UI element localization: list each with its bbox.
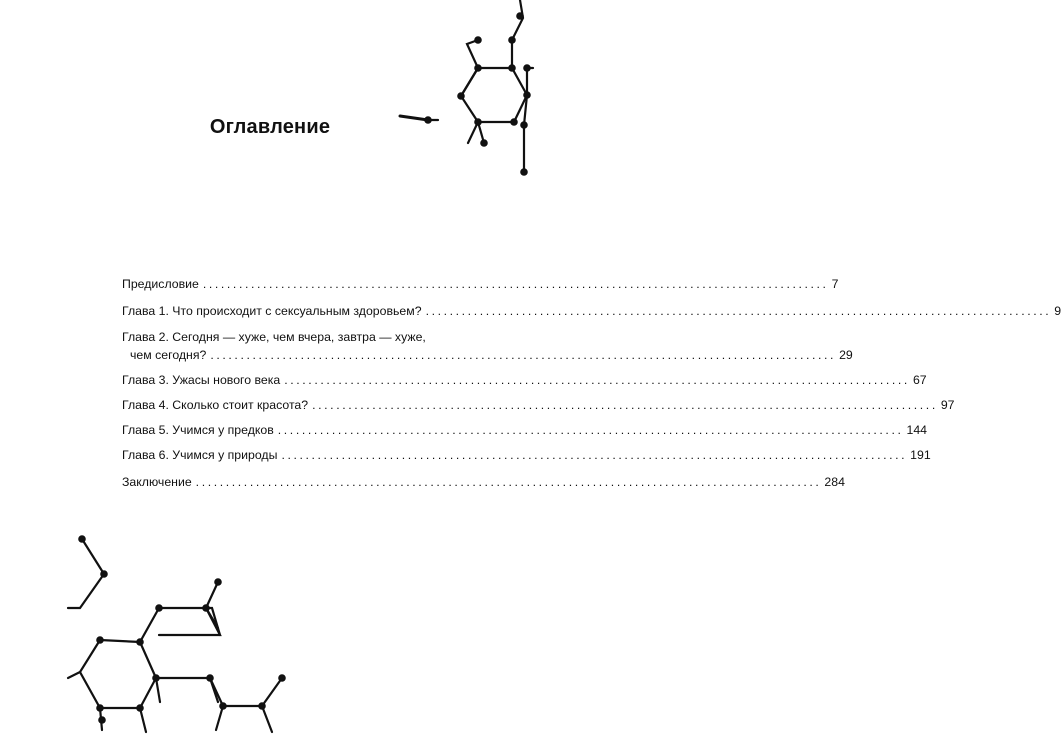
toc-entry-page: 97 [940,398,955,412]
toc-entry-label: Глава 3. Ужасы нового века [122,373,281,387]
toc-entry-chapter-4[interactable] [122,397,955,413]
toc-entry-chapter-2[interactable] [122,329,853,363]
toc-entry-page: 7 [831,277,839,291]
toc-entry-page: 29 [839,348,853,362]
leader-dots: ........................................................................................................ [202,277,829,291]
leader-dots: ........................................................................................................ [277,423,904,437]
toc-entry-conclusion[interactable] [122,474,845,490]
toc-entry-chapter-5[interactable] [122,422,928,438]
toc-entry-label-continuation: чем сегодня? [130,348,207,362]
toc-entry-label: Глава 4. Сколько стоит красота? [122,398,309,412]
leader-dots: ........................................................................................................ [312,398,938,412]
toc-entry-page: 144 [906,423,928,437]
toc-entry-label: Глава 6. Учимся у природы [122,448,278,462]
molecule-bottom-left-icon [60,520,310,750]
leader-dots: ........................................................................................................ [195,475,822,489]
toc-entry-page: 67 [912,373,927,387]
toc-entry-page: 284 [824,475,845,489]
toc-entry-chapter-6[interactable] [122,447,931,463]
toc-entry-chapter-1[interactable] [122,303,1061,319]
molecule-top-right-icon [400,0,600,200]
leader-dots: ........................................................................................................ [284,373,910,387]
page-title: Оглавление [209,116,331,138]
toc-entry-page: 191 [910,448,931,462]
toc-entry-label: Предисловие [122,277,199,291]
toc-entry-label: Глава 5. Учимся у предков [122,423,274,437]
toc-entry-label: Заключение [122,475,192,489]
toc-entry-chapter-3[interactable] [122,372,927,388]
table-of-contents [122,276,1061,490]
leader-dots: ........................................................................................................ [210,348,837,362]
toc-entry-label: Глава 2. Сегодня — хуже, чем вчера, завтра — хуже, [122,330,426,344]
leader-dots: ........................................................................................................ [425,304,1052,318]
toc-entry-page: 9 [1054,304,1061,318]
leader-dots: ........................................................................................................ [281,448,908,462]
toc-entry-label: Глава 1. Что происходит с сексуальным здоровьем? [122,304,422,318]
toc-entry-preface[interactable] [122,276,839,292]
